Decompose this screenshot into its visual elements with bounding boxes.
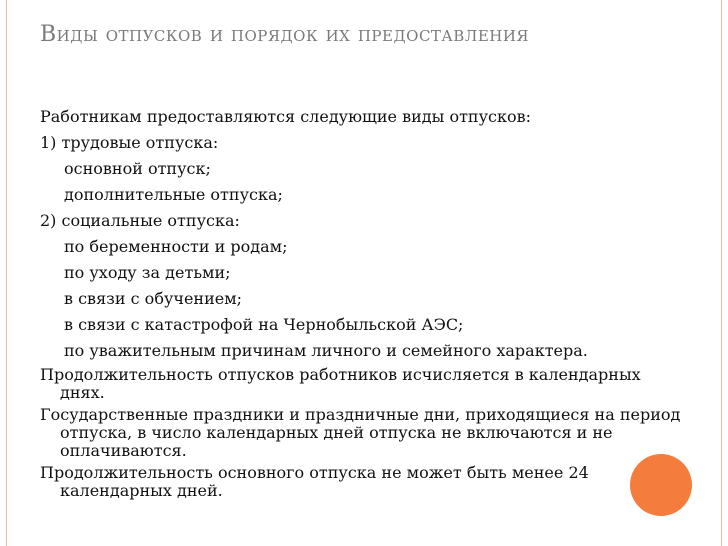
group-heading-social: 2) социальные отпуска: <box>40 211 240 230</box>
list-item: в связи с обучением; <box>64 289 243 308</box>
list-item: по уважительным причинам личного и семейного характера. <box>64 341 588 360</box>
note-duration: Продолжительность отпусков работников исчисляется в календарных днях. <box>40 365 641 402</box>
list-item: в связи с катастрофой на Чернобыльской АЭС; <box>64 315 464 334</box>
orange-circle-decoration <box>630 454 692 516</box>
intro-text: Работникам предоставляются следующие виды отпусков: <box>40 107 531 126</box>
list-item: по уходу за детьми; <box>64 263 231 282</box>
left-border-line <box>6 0 7 546</box>
slide-body <box>40 104 690 504</box>
group-heading-labor: 1) трудовые отпуска: <box>40 133 219 152</box>
list-item: по беременности и родам; <box>64 237 288 256</box>
note-holidays: Государственные праздники и праздничные дни, приходящиеся на период отпуска, в число календарных дней отпуска не включаются и не оплачиваются. <box>40 405 681 460</box>
slide-title: Виды отпусков и порядок их предоставления <box>40 22 530 47</box>
right-border-line <box>721 0 722 546</box>
list-item: дополнительные отпуска; <box>64 185 283 204</box>
list-item: основной отпуск; <box>64 159 211 178</box>
note-minimum: Продолжительность основного отпуска не может быть менее 24 календарных дней. <box>40 463 589 500</box>
